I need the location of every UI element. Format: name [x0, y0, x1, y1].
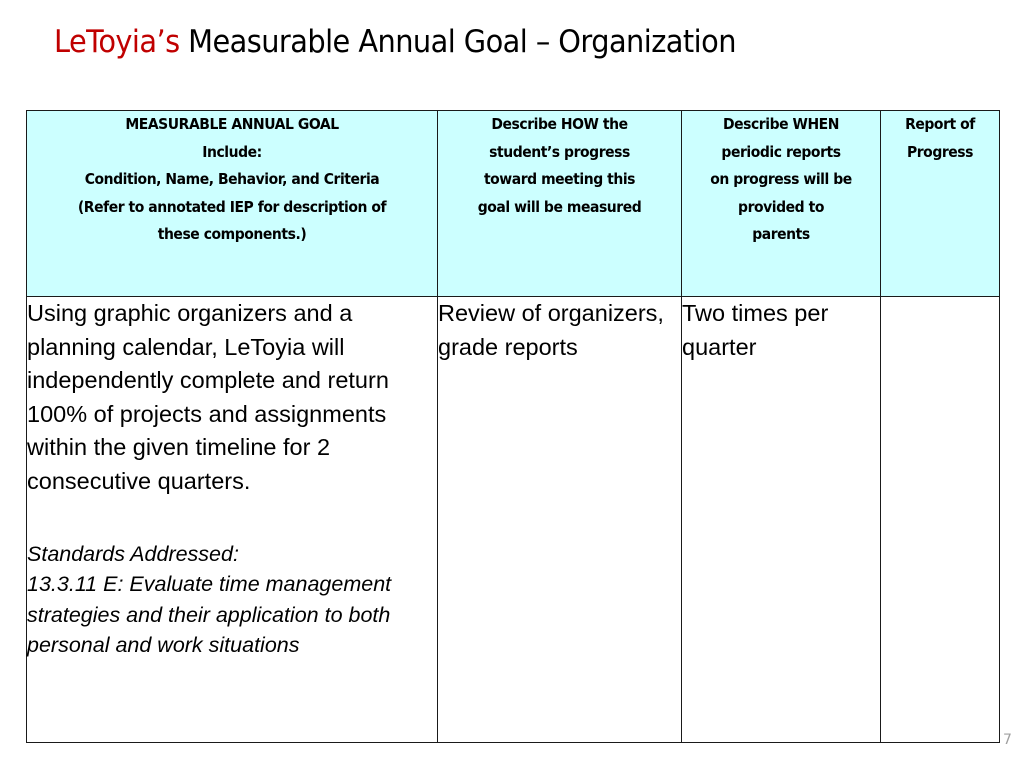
header-line: these components.): [157, 225, 307, 243]
goal-text: Using graphic organizers and a planning calendar, LeToyia will independently complete and return 100% of projects and assignments within the given timeline for 2 consecutive quarters.: [27, 300, 389, 494]
header-line: MEASURABLE ANNUAL GOAL: [125, 115, 339, 133]
header-report-of-progress: [881, 111, 1000, 297]
header-line: Progress: [906, 142, 974, 161]
header-line: parents: [752, 225, 810, 243]
header-line: (Refer to annotated IEP for description of: [77, 197, 387, 216]
standards-label: Standards Addressed:: [27, 541, 239, 566]
standards-text: 13.3.11 E: Evaluate time management strategies and their application to both personal and work situations: [27, 572, 392, 658]
page-number: 7: [1003, 732, 1012, 748]
header-how-measured: [438, 111, 682, 297]
how-measured-cell: Review of organizers, grade reports: [438, 297, 682, 743]
report-of-progress-cell: [881, 297, 1000, 743]
header-line: Condition, Name, Behavior, and Criteria: [84, 170, 380, 188]
goal-row: [27, 297, 1000, 743]
when-reported-cell: Two times per quarter: [682, 297, 881, 743]
header-measurable-goal: [27, 111, 438, 297]
title-rest: Measurable Annual Goal – Organization: [179, 24, 736, 60]
header-line: provided to: [738, 197, 824, 216]
header-line: Report of: [905, 115, 975, 133]
header-line: on progress will be: [710, 170, 852, 188]
header-line: Include:: [202, 142, 262, 161]
student-name: LeToyia’s: [54, 24, 180, 60]
header-row: [27, 111, 1000, 297]
slide-title: [54, 24, 736, 60]
header-line: toward meeting this: [483, 170, 636, 188]
standards-block: [27, 539, 437, 661]
goal-cell: [27, 297, 438, 743]
header-line: student’s progress: [489, 142, 630, 161]
header-line: periodic reports: [721, 142, 841, 161]
header-line: Describe WHEN: [722, 115, 839, 133]
header-line: goal will be measured: [477, 197, 642, 216]
header-when-reported: [682, 111, 881, 297]
header-line: Describe HOW the: [491, 115, 628, 133]
goal-table: [26, 110, 1000, 743]
